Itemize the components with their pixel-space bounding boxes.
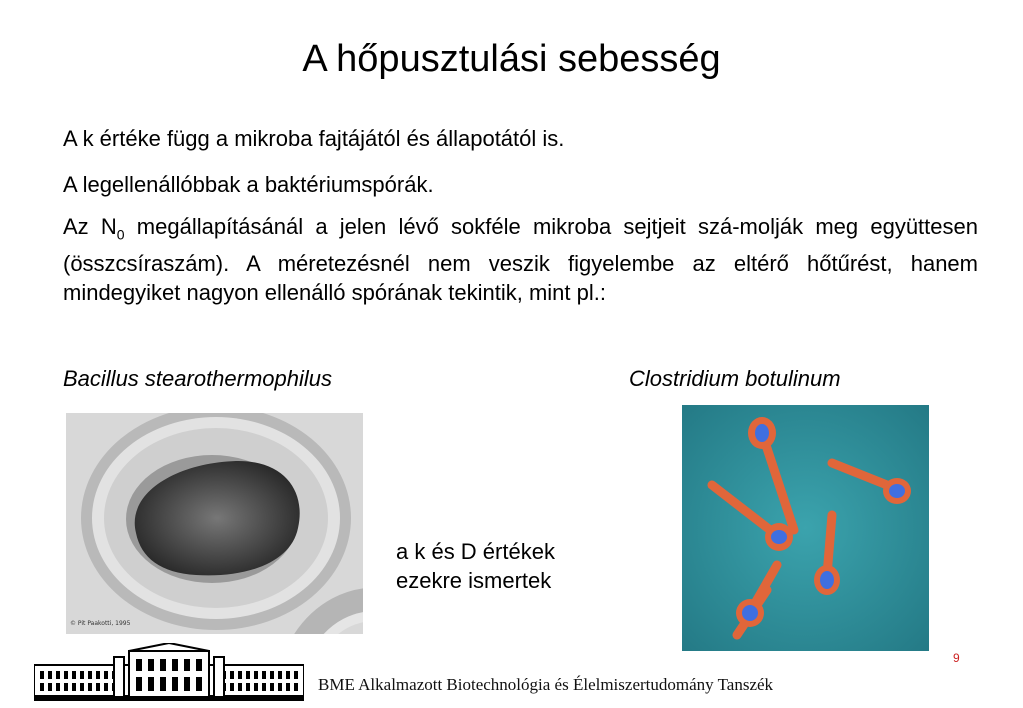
paragraph-k-value: A k értéke függ a mikroba fajtájától és állapotától is. [63, 126, 565, 151]
slide-title: A hőpusztulási sebesség [302, 38, 721, 80]
page-number: 9 [953, 651, 960, 665]
bme-building-logo [34, 643, 304, 708]
caption [396, 537, 555, 595]
paragraph-spores: A legellenállóbbak a baktériumspórák. [63, 172, 434, 197]
paragraph-n0 [63, 212, 978, 307]
bacillus-micrograph [66, 413, 363, 634]
caption-line-1: a k és D értékek [396, 539, 555, 564]
n0-text-before: Az N [63, 214, 117, 239]
n0-text-after: megállapításánál a jelen lévő sokféle mikroba sejtjeit szá-molják meg együttesen (összcsíraszám). A méretezésnél nem veszik figyelembe az eltérő hőtűrést, hanem mindegyiket nagyon ellenálló spórának tekintik, mint pl.: [63, 214, 978, 306]
species-clostridium: Clostridium botulinum [629, 366, 841, 391]
n0-subscript: 0 [116, 226, 125, 243]
caption-line-2: ezekre ismertek [396, 568, 552, 593]
species-bacillus: Bacillus stearothermophilus [63, 366, 333, 391]
footer-department: BME Alkalmazott Biotechnológia és Élelmiszertudomány Tanszék [318, 675, 774, 694]
photo-credit: © Pit Paakotti, 1995 [70, 620, 131, 627]
clostridium-micrograph [682, 405, 929, 651]
